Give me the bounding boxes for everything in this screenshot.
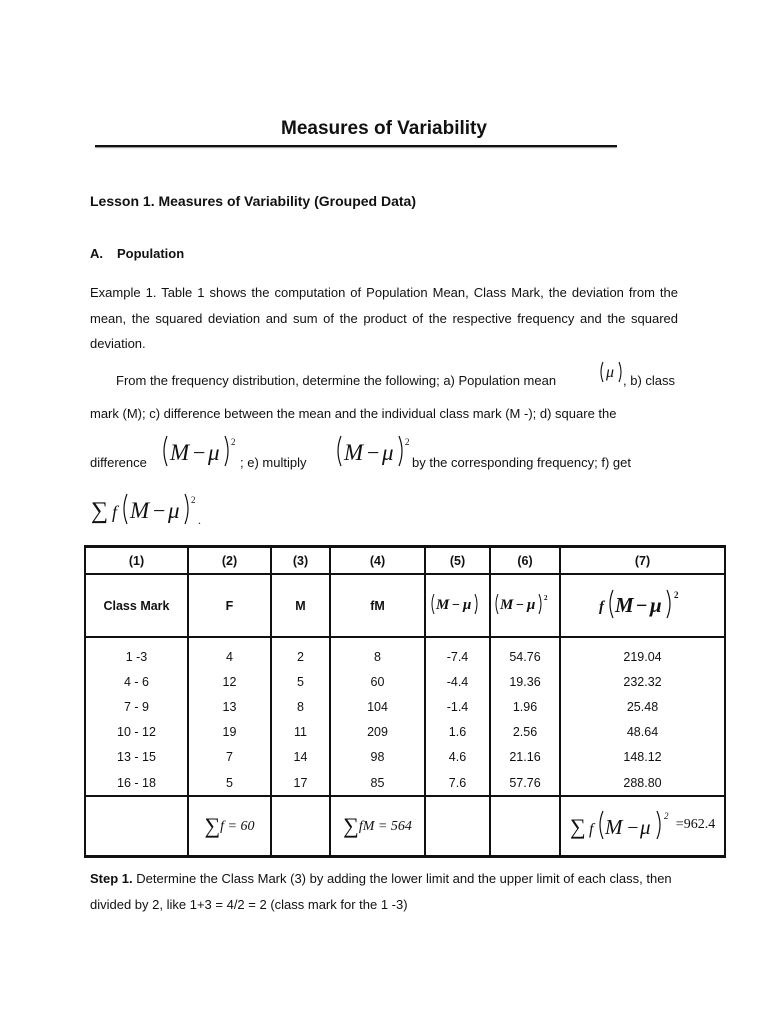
fm-cell: 85 xyxy=(330,770,425,796)
svg-text:M: M xyxy=(130,498,150,523)
svg-text:μ: μ xyxy=(168,498,180,523)
col-label-fm: fM xyxy=(330,574,425,637)
svg-text:μ: μ xyxy=(462,597,471,613)
svg-text:−: − xyxy=(635,595,647,617)
deviation-cell: -7.4 xyxy=(425,637,490,669)
sum-f-cell: ∑f = 60 xyxy=(188,796,271,857)
deviation-cell: 7.6 xyxy=(425,770,490,796)
instruction-text-b: , b) class xyxy=(623,373,676,388)
computation-table xyxy=(84,545,726,858)
midpoint-cell: 17 xyxy=(271,770,330,796)
midpoint-cell: 8 xyxy=(271,694,330,719)
column-number-row xyxy=(85,547,725,575)
svg-text:2: 2 xyxy=(191,495,196,505)
fm-cell: 104 xyxy=(330,694,425,719)
frequency-cell: 7 xyxy=(188,745,271,770)
step-text: Determine the Class Mark (3) by adding the lower limit and the upper limit of each class, then divided by 2, like 1+3 = 4/2 = 2 (class mark for the 1 -3) xyxy=(90,871,672,912)
deviation-squared-formula-graphic xyxy=(494,591,556,617)
col-number: (3) xyxy=(271,547,330,575)
f-deviation-squared-cell: 148.12 xyxy=(560,745,725,770)
sum-f-deviation-squared-value: 962.4 xyxy=(683,816,716,832)
instruction-line-2: mark (M); c) difference between the mean and the individual class mark (M -); d) square the xyxy=(90,406,617,421)
svg-text:2: 2 xyxy=(663,810,669,821)
f-deviation-squared-cell: 232.32 xyxy=(560,669,725,694)
diff-squared-graphic-2 xyxy=(336,432,416,470)
class-mark-cell: 13 - 15 xyxy=(85,745,188,770)
diff-squared-graphic xyxy=(162,432,242,470)
frequency-cell: 19 xyxy=(188,720,271,745)
deviation-squared-cell: 54.76 xyxy=(490,637,560,669)
mu-formula-graphic xyxy=(598,360,626,384)
sum-f-diff-squared-graphic xyxy=(90,490,206,528)
table-row xyxy=(85,669,725,694)
table-row xyxy=(85,745,725,770)
table-row xyxy=(85,694,725,719)
frequency-cell: 13 xyxy=(188,694,271,719)
totals-blank xyxy=(271,796,330,857)
svg-text:2: 2 xyxy=(673,590,678,600)
totals-blank xyxy=(85,796,188,857)
svg-text:μ: μ xyxy=(606,364,615,381)
svg-text:∑: ∑ xyxy=(91,498,109,524)
deviation-squared-cell: 21.16 xyxy=(490,745,560,770)
col-label-m: M xyxy=(271,574,330,637)
class-mark-cell: 4 - 6 xyxy=(85,669,188,694)
svg-text:M: M xyxy=(344,440,364,465)
instruction-text-a: From the frequency distribution, determine the following; a) Population mean xyxy=(116,373,557,388)
svg-text:M: M xyxy=(500,597,514,613)
col-label-f: F xyxy=(188,574,271,637)
title-underline xyxy=(95,145,617,147)
svg-text:μ: μ xyxy=(639,814,651,839)
midpoint-cell: 14 xyxy=(271,745,330,770)
midpoint-cell: 2 xyxy=(271,637,330,669)
frequency-cell: 12 xyxy=(188,669,271,694)
deviation-squared-cell: 2.56 xyxy=(490,720,560,745)
column-label-row xyxy=(85,574,725,637)
svg-text:f: f xyxy=(588,820,594,838)
svg-text:2: 2 xyxy=(544,594,548,602)
f-deviation-squared-cell: 48.64 xyxy=(560,720,725,745)
table-row xyxy=(85,720,725,745)
instruction-line-1 xyxy=(90,364,678,392)
sum-fm-cell: ∑fM = 564 xyxy=(330,796,425,857)
svg-text:−: − xyxy=(153,498,166,523)
section-letter: A. xyxy=(90,246,103,261)
example-paragraph: Example 1. Table 1 shows the computation of Population Mean, Class Mark, the deviation from the mean, the squared deviation and sum of the product of the respective frequency and the squared deviation. xyxy=(90,285,678,351)
svg-text:μ: μ xyxy=(382,440,394,465)
col-number: (7) xyxy=(560,547,725,575)
deviation-cell: -1.4 xyxy=(425,694,490,719)
instruction-line-3 xyxy=(90,432,678,476)
fm-cell: 60 xyxy=(330,669,425,694)
f-deviation-squared-cell: 219.04 xyxy=(560,637,725,669)
f-deviation-squared-formula-graphic xyxy=(597,586,689,622)
svg-text:−: − xyxy=(451,598,460,613)
svg-text:M: M xyxy=(170,440,190,465)
svg-text:∑: ∑ xyxy=(569,813,586,839)
deviation-squared-cell: 57.76 xyxy=(490,770,560,796)
col-label-f-deviation-squared xyxy=(560,574,725,637)
step-label: Step 1. xyxy=(90,871,133,886)
totals-row xyxy=(85,796,725,857)
sum-fm-value: 564 xyxy=(390,819,412,835)
svg-text:μ: μ xyxy=(649,593,662,617)
svg-text:μ: μ xyxy=(527,597,536,613)
sum-f-value: 60 xyxy=(240,819,255,835)
totals-blank xyxy=(490,796,560,857)
sum-f-deviation-squared-graphic xyxy=(570,807,676,843)
fm-cell: 8 xyxy=(330,637,425,669)
svg-text:−: − xyxy=(193,440,206,465)
svg-text:μ: μ xyxy=(208,440,220,465)
page-title: Measures of Variability xyxy=(281,118,487,139)
svg-text:M: M xyxy=(604,814,623,839)
deviation-cell: -4.4 xyxy=(425,669,490,694)
deviation-squared-cell: 19.36 xyxy=(490,669,560,694)
svg-text:−: − xyxy=(625,816,640,839)
svg-text:f: f xyxy=(112,502,118,522)
svg-text:M: M xyxy=(435,597,449,613)
frequency-cell: 5 xyxy=(188,770,271,796)
svg-text:M: M xyxy=(614,593,634,617)
col-number: (5) xyxy=(425,547,490,575)
col-label-deviation-squared xyxy=(490,574,560,637)
formula-diff-squared-2 xyxy=(336,432,416,473)
instruction-text-c: difference xyxy=(90,455,147,470)
class-mark-cell: 7 - 9 xyxy=(85,694,188,719)
svg-text:.: . xyxy=(198,513,201,527)
col-label-class-mark: Class Mark xyxy=(85,574,188,637)
class-mark-cell: 1 -3 xyxy=(85,637,188,669)
svg-text:2: 2 xyxy=(231,437,236,447)
section-heading xyxy=(90,246,184,261)
fm-cell: 98 xyxy=(330,745,425,770)
midpoint-cell: 11 xyxy=(271,720,330,745)
svg-text:−: − xyxy=(367,440,380,465)
class-mark-cell: 16 - 18 xyxy=(85,770,188,796)
svg-text:f: f xyxy=(598,599,604,615)
step-1-paragraph xyxy=(90,866,678,917)
svg-text:−: − xyxy=(516,598,524,613)
col-number: (6) xyxy=(490,547,560,575)
instruction-text-e: by the corresponding frequency; f) get xyxy=(412,455,631,470)
f-deviation-squared-cell: 25.48 xyxy=(560,694,725,719)
table-row xyxy=(85,770,725,796)
svg-text:2: 2 xyxy=(405,437,410,447)
class-mark-cell: 10 - 12 xyxy=(85,720,188,745)
deviation-cell: 4.6 xyxy=(425,745,490,770)
col-number: (2) xyxy=(188,547,271,575)
midpoint-cell: 5 xyxy=(271,669,330,694)
totals-blank xyxy=(425,796,490,857)
section-label: Population xyxy=(117,246,185,261)
instruction-text-d: ; e) multiply xyxy=(240,455,307,470)
formula-diff-squared xyxy=(162,432,242,473)
lesson-heading: Lesson 1. Measures of Variability (Grouped Data) xyxy=(90,193,416,209)
f-deviation-squared-cell: 288.80 xyxy=(560,770,725,796)
table-row xyxy=(85,637,725,669)
col-number: (4) xyxy=(330,547,425,575)
deviation-squared-cell: 1.96 xyxy=(490,694,560,719)
sum-f-deviation-squared-cell: ∑ f M − μ 2 = 962.4 xyxy=(560,796,725,857)
deviation-formula-graphic xyxy=(430,591,486,617)
col-number: (1) xyxy=(85,547,188,575)
fm-cell: 209 xyxy=(330,720,425,745)
col-label-deviation xyxy=(425,574,490,637)
formula-mu xyxy=(598,360,626,387)
formula-sum-f-diff-squared xyxy=(90,490,206,531)
frequency-cell: 4 xyxy=(188,637,271,669)
deviation-cell: 1.6 xyxy=(425,720,490,745)
instruction-line-4 xyxy=(90,490,678,530)
